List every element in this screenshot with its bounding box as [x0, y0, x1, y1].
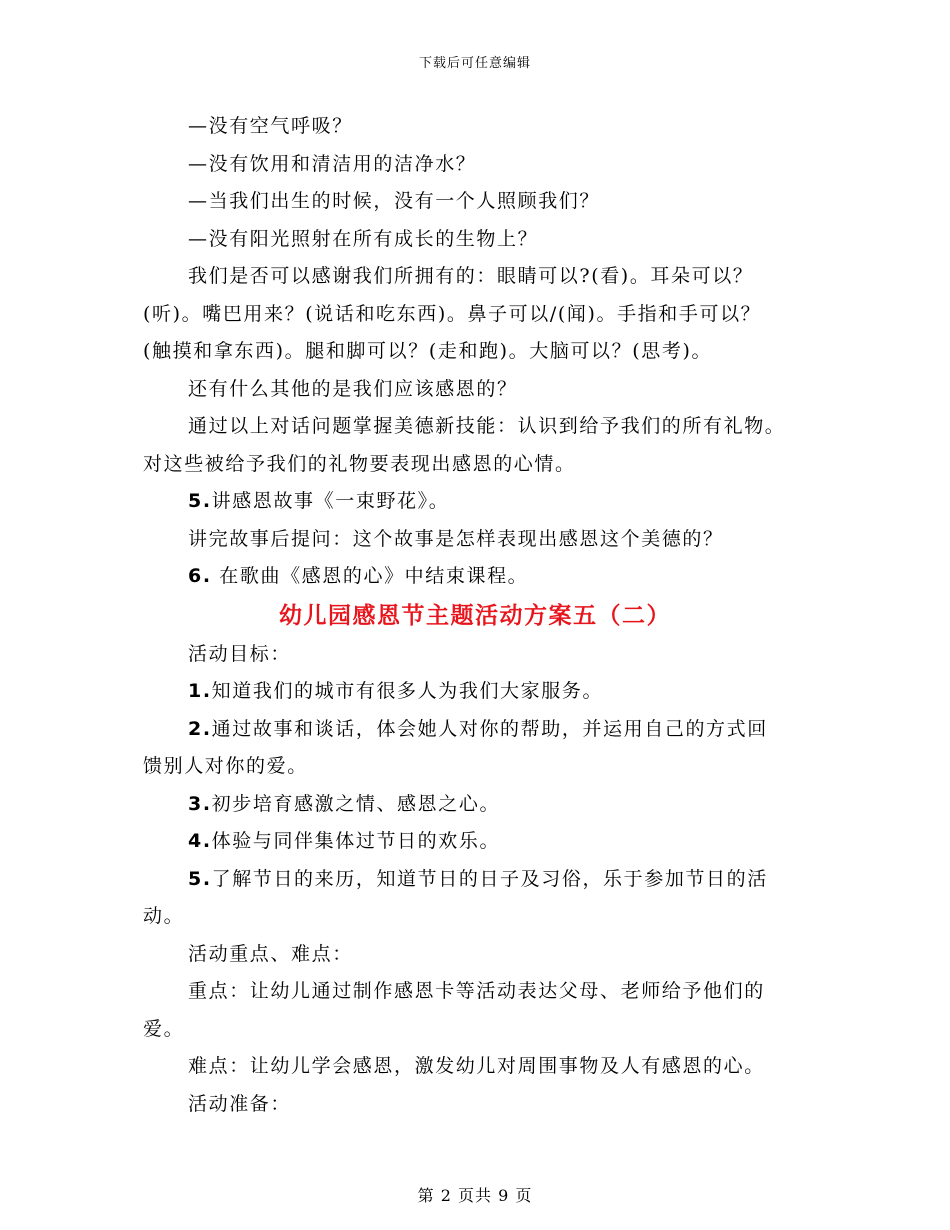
goal-4 — [143, 823, 807, 861]
goal-2-line-2: 馈别人对你的爱。 — [143, 755, 308, 777]
step-5 — [143, 483, 807, 521]
step-6-number: 6. — [188, 565, 212, 587]
after-story-question: 讲完故事后提问：这个故事是怎样表现出感恩这个美德的？ — [188, 527, 724, 550]
skill-paragraph-line-1: 通过以上对话问题掌握美德新技能：认识到给予我们的所有礼物。 — [188, 415, 786, 437]
goal-3-text: 初步培育感激之情、感恩之心。 — [211, 792, 501, 815]
goal-5-number: 5. — [188, 867, 212, 890]
question-care: —当我们出生的时候，没有一个人照顾我们？ — [188, 190, 601, 212]
question-air: —没有空气呼吸？ — [188, 115, 353, 137]
goal-1 — [143, 673, 807, 711]
other-gratitude-question: 还有什么其他的是我们应该感恩的？ — [188, 377, 518, 400]
body-parts-line-1: 我们是否可以感谢我们所拥有的：眼睛可以?(看)。耳朵可以？ — [188, 265, 754, 287]
goal-2-line-1 — [143, 711, 807, 749]
goal-4-number: 4. — [188, 830, 212, 852]
goals-label: 活动目标： — [188, 642, 292, 665]
goal-5-line-2: 动。 — [143, 905, 185, 927]
question-water: —没有饮用和清洁用的洁净水？ — [188, 152, 477, 175]
goal-3 — [143, 786, 807, 824]
step-6-text: 在歌曲《感恩的心》中结束课程。 — [219, 565, 529, 587]
document-body — [143, 108, 807, 1123]
goal-4-text: 体验与同伴集体过节日的欢乐。 — [211, 830, 501, 852]
goal-1-text: 知道我们的城市有很多人为我们大家服务。 — [211, 680, 604, 702]
goal-5-text-1: 了解节日的来历，知道节日的日子及习俗，乐于参加节日的活 — [211, 867, 768, 890]
body-parts-line-2: (听)。嘴巴用来？(说话和吃东西)。鼻子可以/(闻)。手指和手可以？ — [143, 302, 762, 325]
body-parts-line-3: (触摸和拿东西)。腿和脚可以？(走和跑)。大脑可以？(思考)。 — [143, 340, 713, 362]
key-point-line-2: 爱。 — [143, 1017, 185, 1040]
step-5-text: 讲感恩故事《一束野花》。 — [211, 490, 450, 512]
goal-1-number: 1. — [188, 680, 212, 702]
key-point-line-1: 重点：让幼儿通过制作感恩卡等活动表达父母、老师给予他们的 — [188, 980, 765, 1002]
goal-5-line-1 — [143, 861, 807, 899]
section-title: 幼儿园感恩节主题活动方案五（二） — [279, 602, 671, 629]
step-6 — [143, 558, 807, 596]
skill-paragraph-line-2: 对这些被给予我们的礼物要表现出感恩的心情。 — [143, 452, 576, 475]
page-header: 下载后可任意编辑 — [418, 56, 531, 71]
goal-2-text-1: 通过故事和谈话，体会她人对你的帮助，并运用自己的方式回 — [211, 717, 768, 740]
goal-2-number: 2. — [188, 717, 212, 740]
preparation-label: 活动准备： — [188, 1092, 292, 1115]
question-sunlight: —没有阳光照射在所有成长的生物上？ — [188, 227, 539, 250]
page-footer: 第 2 页共 9 页 — [417, 1186, 533, 1205]
step-5-number: 5. — [188, 490, 212, 512]
difficult-point: 难点：让幼儿学会感恩，激发幼儿对周围事物及人有感恩的心。 — [188, 1055, 765, 1077]
key-points-label: 活动重点、难点： — [188, 942, 353, 965]
goal-3-number: 3. — [188, 792, 212, 815]
